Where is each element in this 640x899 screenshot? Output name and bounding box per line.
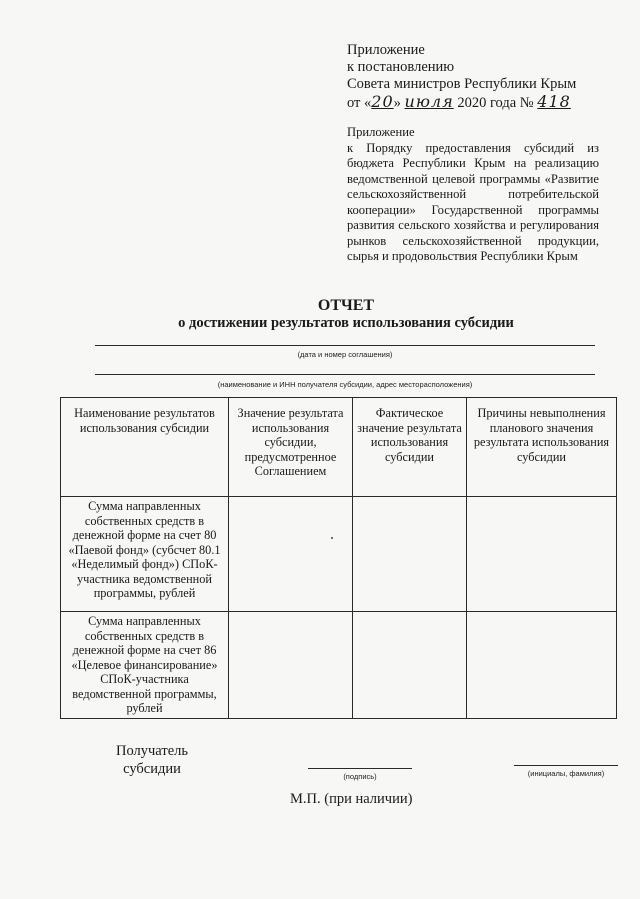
agreement-fill-line [95,345,595,346]
appendix2-label: Приложение [347,125,415,139]
table-row [61,612,617,719]
appendix2-body: к Порядку предоставления субсидий из бюджета Республики Крым на реализацию ведомственной целевой программы «Развитие сельскохозяйственной потребительской кооперации» Государственной программы развития сельского хозяйства и регулирования рынков сельскохозяйственной продукции, сырья и продовольствия Республики Крым [347,140,599,263]
resolution-date-line [347,93,617,112]
recipient-info-caption: (наименование и ИНН получателя субсидии, адрес месторасположения) [217,380,473,389]
date-day-handwritten: 20 [371,92,394,111]
row-planned-value[interactable] [229,612,353,719]
appendix-procedure-header [347,125,599,265]
row-failure-reason[interactable] [467,612,617,719]
stamp-label: М.П. (при наличии) [290,791,413,807]
date-mid: » [393,95,401,111]
date-year: 2020 года № [457,95,534,111]
row-actual-value[interactable] [353,497,467,612]
header-planned-value: Значение результата использования субсидии, предусмотренное Соглашением [229,398,353,497]
header-result-name: Наименование результатов использования субсидии [61,398,229,497]
date-prefix: от « [347,95,372,111]
row-result-name: Сумма направленных собственных средств в денежной форме на счет 80 «Паевой фонд» (субсчет 80.1 «Неделимый фонд») СПоК-участника ведомственной программы, рублей [61,497,229,612]
appendix-to-resolution: к постановлению [347,59,455,75]
report-table [60,397,617,719]
header-actual-value: Фактическое значение результата использования субсидии [353,398,467,497]
agreement-caption: (дата и номер соглашения) [297,350,393,359]
recipient-label: Получатель субсидии [116,743,188,777]
table-row [61,497,617,612]
scan-speck [331,537,333,539]
row-planned-value[interactable] [229,497,353,612]
report-title: ОТЧЕТ [317,297,375,314]
doc-number-handwritten: 418 [537,92,571,111]
row-actual-value[interactable] [353,612,467,719]
header-failure-reasons: Причины невыполнения планового значения результата использования субсидии [467,398,617,497]
table-header-row [61,398,617,497]
row-failure-reason[interactable] [467,497,617,612]
initials-caption: (инициалы, фамилия) [527,769,605,778]
appendix-issuer: Совета министров Республики Крым [347,76,577,92]
initials-fill-line [514,765,618,766]
row-result-name: Сумма направленных собственных средств в денежной форме на счет 86 «Целевое финансирование» СПоК-участника ведомственной программы, рублей [61,612,229,719]
appendix-resolution-header [347,42,617,112]
appendix-label: Приложение [347,42,425,58]
recipient-info-fill-line [95,374,595,375]
signature-fill-line [308,768,412,769]
date-month-handwritten: июля [404,92,454,111]
report-subtitle: о достижении результатов использования субсидии [178,315,514,331]
signature-caption: (подпись) [343,772,377,781]
